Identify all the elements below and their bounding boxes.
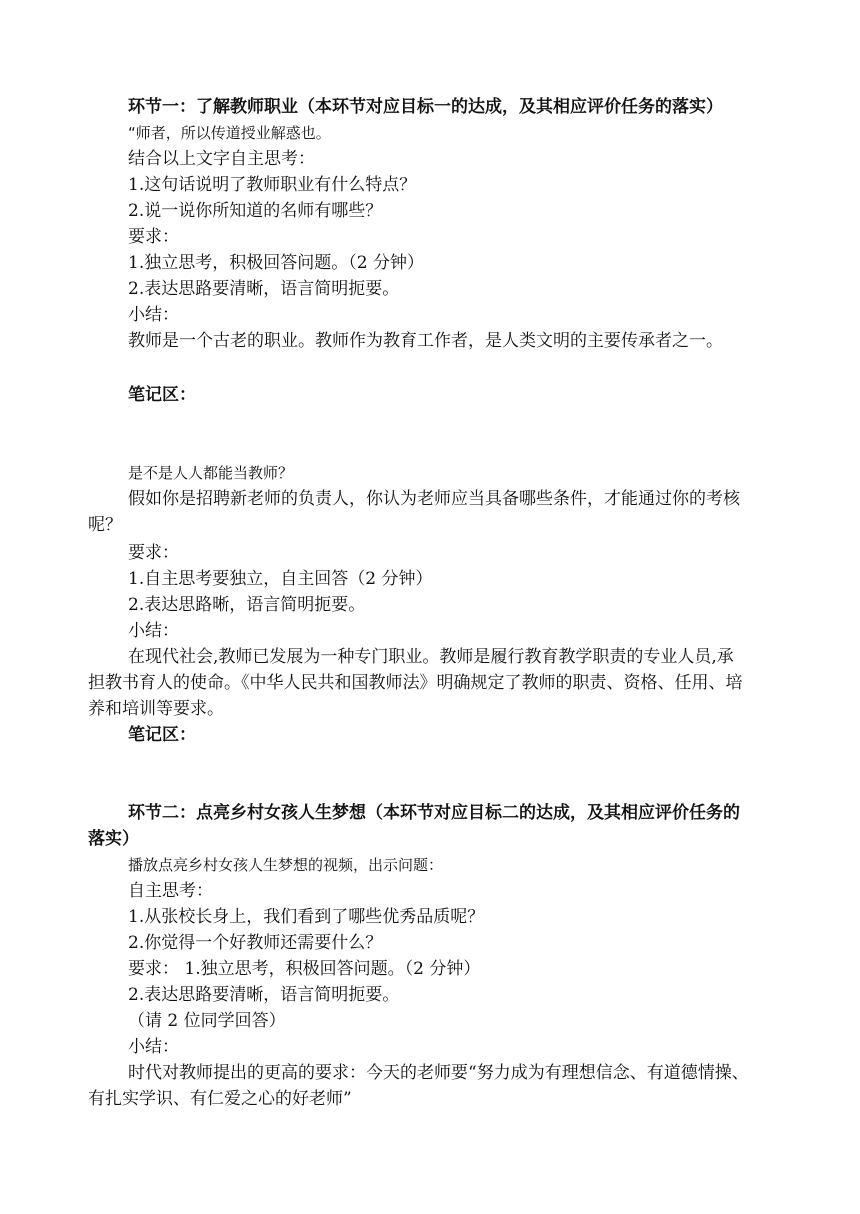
section2-heading-line-1: 环节二：点亮乡村女孩人生梦想（本环节对应目标二的达成，及其相应评价任务的 <box>128 803 740 823</box>
part2-requirement-1: 1.自主思考要独立，自主回答（2 分钟） <box>128 569 433 589</box>
section1-prompt: 结合以上文字自主思考： <box>128 149 315 169</box>
section2-heading-line-2: 落实） <box>88 829 139 849</box>
part2-summary-line-3: 养和培训等要求。 <box>88 699 224 719</box>
section2-note: （请 2 位同学回答） <box>128 1011 286 1031</box>
part2-summary-line-2: 担教书育人的使命。《中华人民共和国教师法》明确规定了教师的职责、资格、任用、培 <box>88 673 743 693</box>
part2-summary-line-1: 在现代社会,教师已发展为一种专门职业。教师是履行教育教学职责的专业人员,承 <box>128 647 734 667</box>
section2-requirement-1: 要求： 1.独立思考，积极回答问题。（2 分钟） <box>128 959 481 979</box>
section1-requirement-1: 1.独立思考，积极回答问题。（2 分钟） <box>128 253 424 273</box>
section1-question-2: 2.说一说你所知道的名师有哪些？ <box>128 201 383 221</box>
section2-requirement-2: 2.表达思路要清晰，语言简明扼要。 <box>128 985 400 1005</box>
section2-summary-line-1: 时代对教师提出的更高的要求：今天的老师要“努力成为有理想信念、有道德情操、 <box>128 1063 749 1083</box>
section1-summary-label: 小结： <box>128 305 179 325</box>
part2-scenario-line-1: 假如你是招聘新老师的负责人，你认为老师应当具备哪些条件，才能通过你的考核 <box>128 489 740 509</box>
part2-requirement-2: 2.表达思路晰，语言简明扼要。 <box>128 595 366 615</box>
part2-notes-label: 笔记区： <box>128 725 196 745</box>
section2-summary-label: 小结： <box>128 1037 179 1057</box>
section2-question-1: 1.从张校长身上，我们看到了哪些优秀品质呢？ <box>128 907 485 927</box>
section2-prompt: 自主思考： <box>128 881 213 901</box>
section1-summary: 教师是一个古老的职业。教师作为教育工作者，是人类文明的主要传承者之一。 <box>128 331 723 351</box>
section1-requirements-label: 要求： <box>128 227 179 247</box>
part2-question: 是不是人人都能当教师？ <box>128 464 294 482</box>
section2-summary-line-2: 有扎实学识、有仁爱之心的好老师” <box>88 1089 352 1109</box>
section1-question-1: 1.这句话说明了教师职业有什么特点？ <box>128 175 417 195</box>
part2-scenario-line-2: 呢？ <box>88 515 122 535</box>
section1-requirement-2: 2.表达思路要清晰，语言简明扼要。 <box>128 279 400 299</box>
section1-quote: “师者，所以传道授业解惑也。 <box>128 124 331 142</box>
part2-requirements-label: 要求： <box>128 543 179 563</box>
section1-notes-label: 笔记区： <box>128 385 196 405</box>
section2-intro: 播放点亮乡村女孩人生梦想的视频，出示问题： <box>128 856 444 874</box>
section2-question-2: 2.你觉得一个好教师还需要什么？ <box>128 933 383 953</box>
section1-heading: 环节一：了解教师职业（本环节对应目标一的达成，及其相应评价任务的落实） <box>128 97 723 117</box>
part2-summary-label: 小结： <box>128 621 179 641</box>
